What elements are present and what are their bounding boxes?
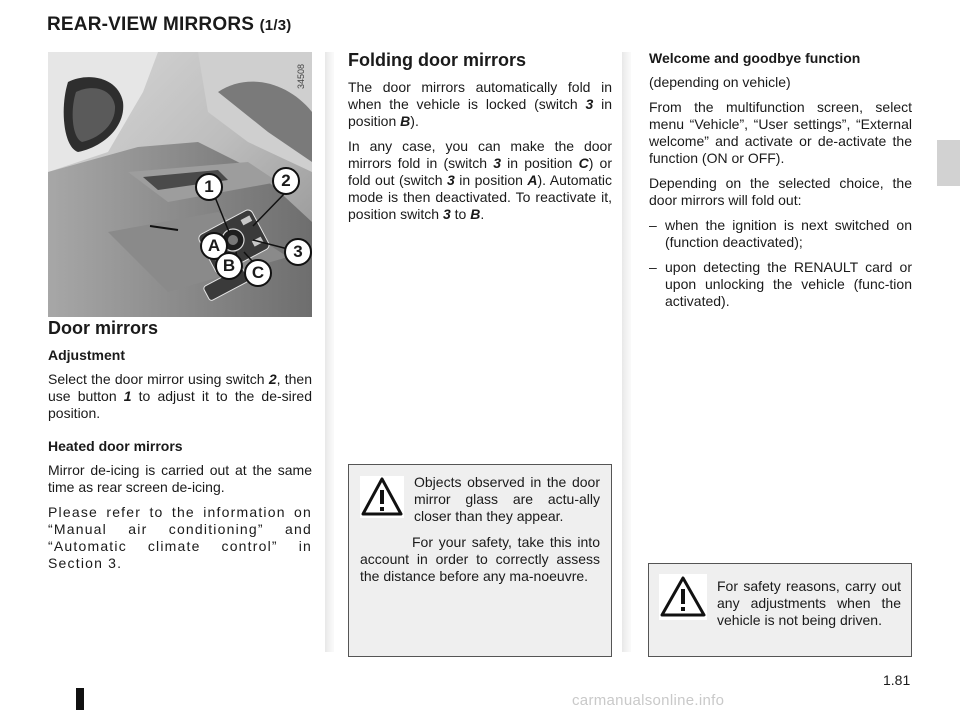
folding-mirrors-section <box>348 52 612 231</box>
warning-box-mirror-distance <box>348 464 612 657</box>
welcome-goodbye-section <box>649 50 912 318</box>
callout-B: B <box>215 252 243 280</box>
warning-text-safety: For your safety, take this into account in order to correctly assess the distance before any ma-noeuvre. <box>360 534 600 584</box>
page-corner-mark <box>76 688 84 710</box>
warning-triangle-icon <box>360 476 404 522</box>
callout-C: C <box>244 259 272 287</box>
warning-box-adjust-stationary <box>648 563 912 657</box>
folding-auto-text: The door mirrors automatically fold in when the vehicle is locked (switch 3 in position B). <box>348 79 612 129</box>
warning-triangle-icon <box>659 574 707 624</box>
callout-2: 2 <box>272 167 300 195</box>
callout-1: 1 <box>195 173 223 201</box>
warning-text-adjust: For safety reasons, carry out any adjustments when the vehicle is not being driven. <box>717 578 901 628</box>
callout-A: A <box>200 232 228 260</box>
heated-mirrors-text: Mirror de-icing is carried out at the same time as rear screen de-icing. <box>48 462 312 495</box>
column-divider <box>325 52 334 652</box>
heated-mirrors-reference: Please refer to the information on “Manual air conditioning” and “Automatic climate control” in Section 3. <box>48 504 312 571</box>
list-item: – upon detecting the RENAULT card or upon unlocking the vehicle (func-tion activated). <box>649 259 912 309</box>
welcome-availability: (depending on vehicle) <box>649 74 791 90</box>
welcome-menu-path: From the multifunction screen, select menu “Vehicle”, “User settings”, “External welcome” and activate or de-activate the function (ON or OFF). <box>649 99 912 166</box>
welcome-choice-text: Depending on the selected choice, the door mirrors will fold out: <box>649 175 912 208</box>
callout-3: 3 <box>284 238 312 266</box>
page-title: REAR-VIEW MIRRORS (1/3) <box>47 14 292 35</box>
adjustment-text: Select the door mirror using switch 2, then use button 1 to adjust it to the de-sired position. <box>48 371 312 421</box>
watermark: carmanualsonline.info <box>572 692 725 709</box>
folding-manual-text: In any case, you can make the door mirrors fold in (switch 3 in position C) or fold out (switch 3 in position A). Automatic mode is then deactivated. To reactivate it, position switch 3 to B. <box>348 138 612 222</box>
heated-mirrors-title: Heated door mirrors <box>48 438 183 454</box>
door-mirrors-section <box>48 320 312 580</box>
adjustment-title: Adjustment <box>48 347 125 363</box>
section-tab <box>937 140 960 186</box>
page-number: 1.81 <box>883 672 911 688</box>
welcome-title: Welcome and goodbye function <box>649 50 861 66</box>
figure-reference-number: 34508 <box>296 64 306 90</box>
warning-text-closer: Objects observed in the door mirror glass are actu-ally closer than they appear. <box>414 474 600 524</box>
door-mirrors-heading: Door mirrors <box>48 318 159 338</box>
folding-mirrors-heading: Folding door mirrors <box>348 50 526 70</box>
mirror-switch-illustration <box>48 52 312 317</box>
column-divider <box>622 52 631 652</box>
list-item: – when the ignition is next switched on (function deactivated); <box>649 217 912 250</box>
